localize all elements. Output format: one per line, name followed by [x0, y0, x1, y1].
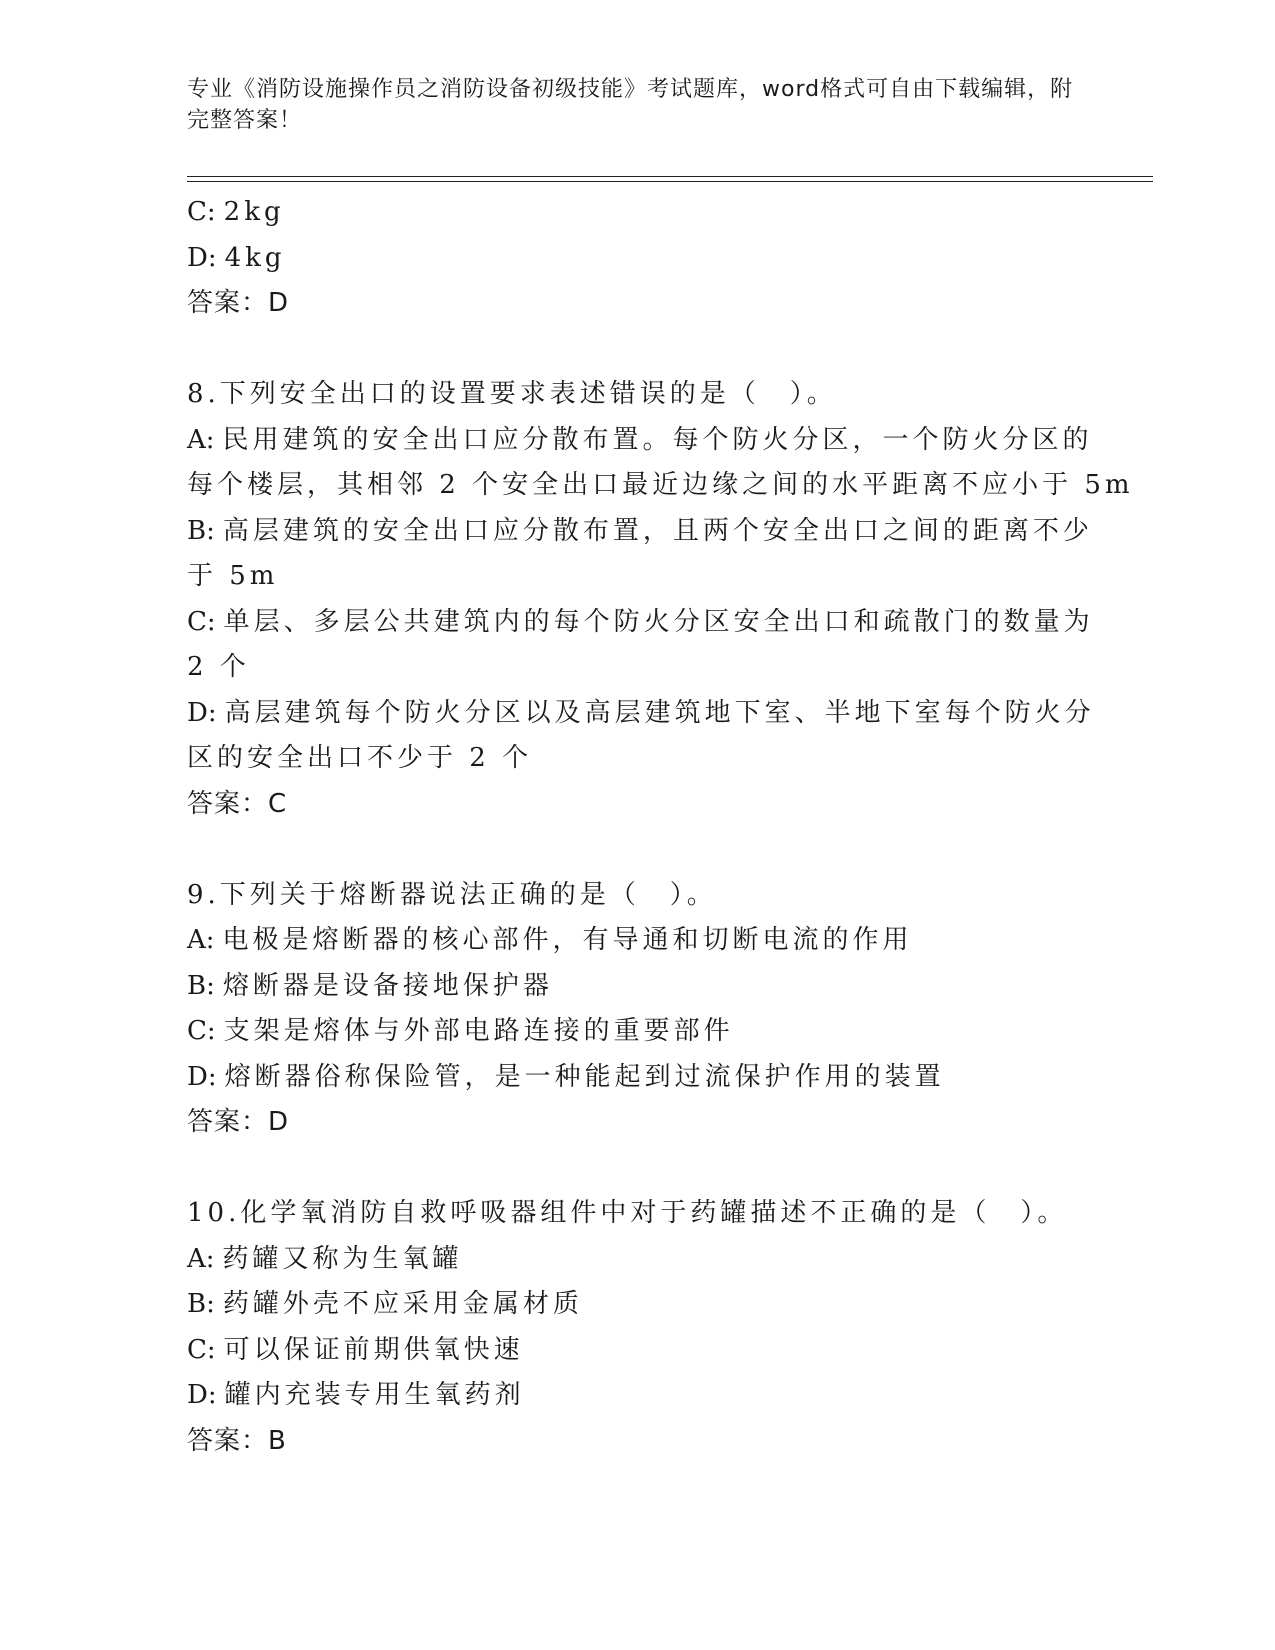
option-text: 药罐又称为生氧罐 — [222, 1243, 463, 1274]
question-title: 9.下列关于熔断器说法正确的是（ ）。 — [187, 879, 717, 910]
question-title: 8.下列安全出口的设置要求表述错误的是（ ）。 — [187, 379, 837, 409]
option-line — [187, 645, 1087, 691]
option-text: 罐内充装专用生氧药剂 — [224, 1380, 525, 1410]
option-text: 民用建筑的安全出口应分散布置。每个防火分区，一个防火分区的 — [222, 424, 1093, 455]
option-label: D: — [187, 242, 217, 273]
option-label: D: — [187, 1380, 217, 1410]
option-line — [187, 1282, 1087, 1328]
option-text: 熔断器俗称保险管，是一种能起到过流保护作用的装置 — [224, 1061, 945, 1092]
option-label: B: — [187, 1289, 215, 1319]
header-divider-bottom — [187, 181, 1153, 182]
page-header: 专业《消防设施操作员之消防设备初级技能》考试题库，word格式可自由下载编辑，附完整答案！ — [187, 77, 1074, 133]
option-label: C: — [187, 1334, 216, 1365]
spacer — [187, 1146, 1087, 1192]
option-text: 高层建筑每个防火分区以及高层建筑地下室、半地下室每个防火分 — [224, 697, 1095, 728]
option-label: B: — [187, 515, 215, 546]
option-text: 高层建筑的安全出口应分散布置，且两个安全出口之间的距离不少 — [222, 515, 1093, 546]
answer-line: 答案：C — [187, 788, 288, 819]
continued-question — [187, 190, 1087, 327]
option-text: 熔断器是设备接地保护器 — [222, 970, 553, 1001]
option-line — [187, 964, 1087, 1010]
option-text: 电极是熔断器的核心部件，有导通和切断电流的作用 — [222, 925, 913, 955]
option-line — [187, 736, 1087, 782]
question-10 — [187, 1191, 1087, 1464]
option-label: A: — [187, 925, 215, 955]
spacer — [187, 827, 1087, 873]
question-8 — [187, 372, 1134, 827]
answer-line: 答案：D — [187, 1107, 290, 1137]
option-line — [187, 691, 1095, 737]
option-label: C: — [187, 1016, 216, 1046]
option-text: 4kg — [224, 242, 286, 273]
option-label: A: — [187, 1243, 215, 1274]
option-line — [187, 236, 1087, 282]
option-line — [187, 600, 1094, 646]
header-divider-top — [187, 176, 1153, 177]
option-label: B: — [187, 970, 215, 1001]
option-label: C: — [187, 197, 216, 227]
option-line — [187, 1373, 1087, 1419]
option-line — [187, 1055, 1087, 1101]
option-line — [187, 918, 1087, 964]
option-line — [187, 463, 1134, 509]
option-label: D: — [187, 1061, 217, 1092]
option-text: 单层、多层公共建筑内的每个防火分区安全出口和疏散门的数量为 — [223, 606, 1094, 637]
question-title: 10.化学氧消防自救呼吸器组件中对于药罐描述不正确的是（ ）。 — [187, 1198, 1068, 1228]
option-label: A: — [187, 424, 215, 455]
spacer — [187, 327, 1087, 373]
option-line — [187, 554, 1087, 600]
option-text: 区的安全出口不少于 2 个 — [187, 743, 533, 773]
answer-line: 答案：B — [187, 1425, 287, 1456]
option-text: 药罐外壳不应采用金属材质 — [222, 1289, 583, 1319]
option-line — [187, 190, 1087, 236]
option-line — [187, 418, 1093, 464]
option-label: D: — [187, 697, 217, 728]
option-line — [187, 509, 1093, 555]
option-text: 支架是熔体与外部电路连接的重要部件 — [223, 1016, 734, 1046]
option-text: 于 5m — [187, 561, 279, 591]
answer-line: 答案：D — [187, 288, 290, 318]
question-list — [187, 190, 1134, 1464]
option-text: 2kg — [223, 197, 285, 227]
question-9 — [187, 873, 1087, 1146]
option-line — [187, 1328, 1087, 1374]
option-text: 2 个 — [187, 652, 250, 682]
option-text: 每个楼层，其相邻 2 个安全出口最近边缘之间的水平距离不应小于 5m — [187, 470, 1134, 500]
option-text: 可以保证前期供氧快速 — [223, 1334, 524, 1365]
option-label: C: — [187, 606, 216, 637]
option-line — [187, 1237, 1087, 1283]
option-line — [187, 1009, 1087, 1055]
